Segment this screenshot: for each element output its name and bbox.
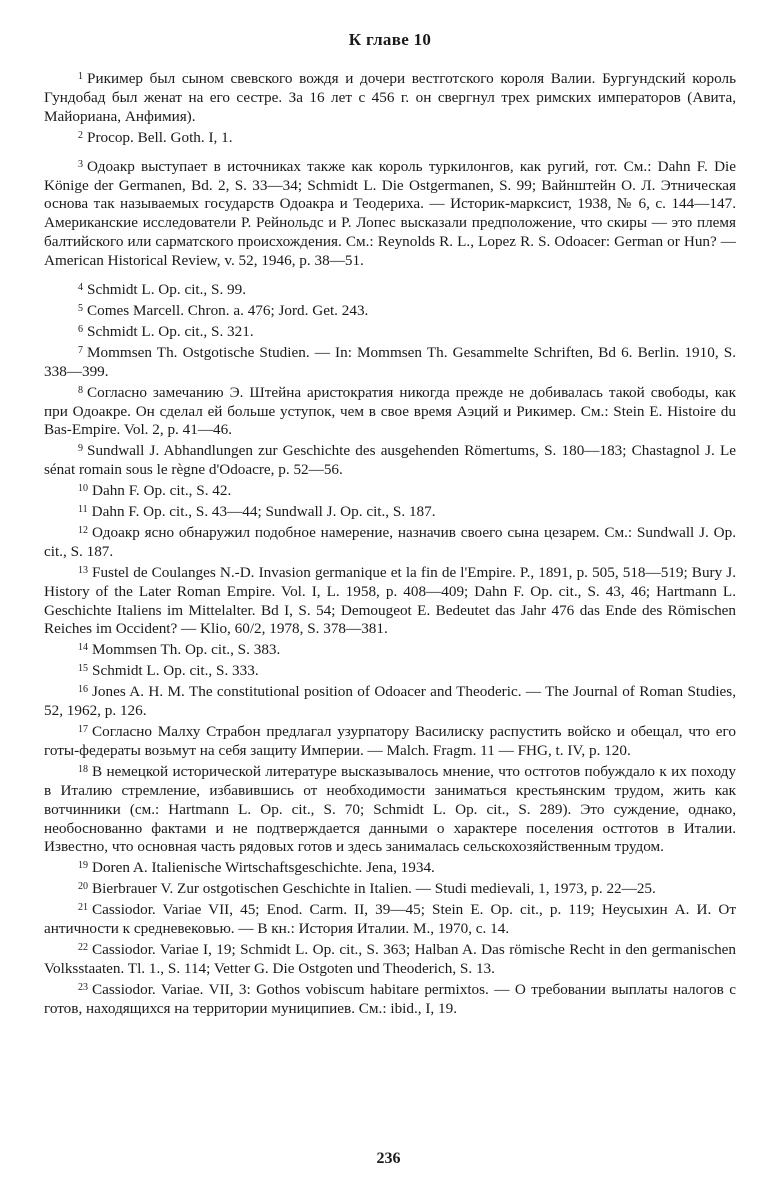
footnote — [44, 127, 736, 148]
footnote-text: Sundwall J. Abhandlungen zur Geschichte des ausgehenden Römertums, S. 180—183; Chastagnol J. Le sénat romain sous le règne d'Odoacre, p. 52—56. — [44, 442, 736, 479]
footnote — [44, 321, 736, 342]
footnote-number: 8 — [78, 384, 83, 396]
footnote-number: 18 — [78, 763, 88, 775]
footnote-text: Fustel de Coulanges N.-D. Invasion germanique et la fin de l'Empire. P., 1891, p. 505, 518—519; Bury J. History of the Later Roman Empire. Vol. I, L. 1958, p. 408—409; Dahn F. Op. cit., S. 43, 46; Hartmann L. Geschichte Italiens im Mittelalter. Bd I, S. 54; Demougeot E. Bedeutet das Jahr 476 das Ende des Römischen Reiches im Occident? — Klio, 60/2, 1978, S. 378—381. — [44, 563, 736, 638]
footnote-number: 11 — [78, 504, 88, 516]
footnote-number: 21 — [78, 902, 88, 914]
footnote — [44, 681, 736, 721]
footnote — [44, 342, 736, 382]
footnote — [44, 939, 736, 979]
footnote-number: 3 — [78, 158, 83, 170]
footnote — [44, 382, 736, 441]
footnote-text: Рикимер был сыном свевского вождя и дочери вестготского короля Валии. Бургундский король Гундобад был женат на его сестре. За 16 лет с 456 г. он свергнул трех римских императоров (Авита, Майориана, Анфимия). — [44, 70, 736, 125]
footnote-text: Cassiodor. Variae VII, 45; Enod. Carm. II, 39—45; Stein E. Op. cit., p. 119; Неусыхин А. И. От античности к средневековью. — В кн.: История Италии. М., 1970, с. 14. — [44, 901, 736, 938]
footnote — [44, 501, 736, 522]
footnote-number: 13 — [78, 564, 88, 576]
footnote-text: Согласно Малху Страбон предлагал узурпатору Василиску распустить войско и обещал, что его готы-федераты возьмут на себя защиту Империи. — Malch. Fragm. 11 — FHG, t. IV, p. 120. — [44, 723, 736, 759]
footnote — [44, 522, 736, 562]
footnote-number: 19 — [78, 860, 88, 872]
footnote-text: Doren A. Italienische Wirtschaftsgeschichte. Jena, 1934. — [92, 859, 435, 877]
footnote-number: 14 — [78, 642, 88, 654]
footnote-text: Dahn F. Op. cit., S. 42. — [92, 482, 232, 500]
footnote — [44, 639, 736, 660]
footnote-number: 9 — [78, 443, 83, 455]
footnote-number: 23 — [78, 981, 88, 993]
footnote-text: Dahn F. Op. cit., S. 43—44; Sundwall J. Op. cit., S. 187. — [91, 503, 436, 521]
footnote-number: 1 — [78, 71, 83, 82]
footnote — [44, 660, 736, 681]
footnote-text: Mommsen Th. Ostgotische Studien. — In: Mommsen Th. Gesammelte Schriften, Bd 6. Berlin. 1910, S. 338—399. — [44, 343, 736, 380]
footnote — [44, 300, 736, 321]
footnote-text: Procop. Bell. Goth. I, 1. — [87, 128, 233, 146]
footnote-text: Cassiodor. Variae I, 19; Schmidt L. Op. cit., S. 363; Halban A. Das römische Recht in den germanischen Volksstaaten. Tl. 1., S. 114; Vetter G. Die Ostgoten und Theoderich, S. 13. — [44, 940, 736, 977]
footnote-number: 5 — [78, 302, 83, 314]
footnote-text: Schmidt L. Op. cit., S. 333. — [92, 662, 259, 680]
footnote-number: 12 — [78, 524, 88, 536]
footnote — [44, 68, 736, 127]
footnote-text: Одоакр выступает в источниках также как король туркилонгов, как ругий, гот. См.: Dahn F. Die Könige der Germanen, Bd. 2, S. 33—34; Schmidt L. Die Ostgermanen, S. 99; Вайнштейн О. Л. Этническая основа так называемых государств Одоакра и Теодериха. — Историк-марксист, 1938, № 6, с. 144—147. Американские исследователи Р. Рейнольдс и Р. Лопес высказали предположение, что скиры — это племя балтийского или сарматского происхождения. См.: Reynolds R. L., Lopez R. S. Odoacer: German or Hun? — American Historical Review, v. 52, 1946, p. 38—51. — [44, 157, 736, 270]
footnote-number: 22 — [78, 941, 88, 953]
footnote — [44, 857, 736, 878]
footnote-number: 20 — [78, 881, 88, 893]
footnote — [44, 440, 736, 480]
footnote — [44, 761, 736, 858]
footnote — [44, 878, 736, 899]
footnote-text: Comes Marcell. Chron. a. 476; Jord. Get. 243. — [87, 301, 369, 319]
footnote-number: 16 — [78, 684, 88, 696]
footnote-text: Schmidt L. Op. cit., S. 99. — [87, 281, 247, 299]
footnote-text: Jones A. H. M. The constitutional position of Odoacer and Theoderic. — The Journal of Roman Studies, 52, 1962, p. 126. — [44, 683, 736, 720]
footnote-text: Одоакр ясно обнаружил подобное намерение, назначив своего сына цезарем. См.: Sundwall J. Op. cit., S. 187. — [44, 523, 736, 560]
footnote — [44, 979, 736, 1019]
footnote — [44, 480, 736, 501]
footnote-text: Schmidt L. Op. cit., S. 321. — [87, 322, 254, 340]
footnote — [44, 156, 736, 271]
footnote-number: 10 — [78, 483, 88, 495]
footnote — [44, 721, 736, 761]
footnote-number: 2 — [78, 129, 83, 141]
footnote-number: 4 — [78, 282, 83, 294]
footnote-number: 17 — [78, 724, 88, 735]
footnote-text: Cassiodor. Variae. VII, 3: Gothos vobiscum habitare permixtos. — О требовании выплаты налогов с готов, находящихся на территории муниципиев. См.: ibid., I, 19. — [44, 980, 736, 1017]
footnote — [44, 899, 736, 939]
footnote-text: Согласно замечанию Э. Штейна аристократия никогда прежде не добивалась такой свободы, как при Одоакре. Он сделал ей больше уступок, чем в свое время Аэций и Рикимер. См.: Stein E. Histoire du Bas-Empire. Vol. 2, p. 41—46. — [44, 383, 736, 439]
page-number: 236 — [376, 1150, 401, 1167]
footnotes-list — [44, 68, 736, 1019]
footnote-number: 15 — [78, 663, 88, 675]
footnote — [44, 279, 736, 300]
page-body — [44, 30, 736, 1019]
chapter-title: К главе 10 — [348, 30, 432, 49]
footnote-text: В немецкой исторической литературе высказывалось мнение, что остготов побуждало к их походу в Италию стремление, избавившись от необходимости заниматься крестьянским трудом, жить как вотчинники (см.: Hartmann L. Op. cit., S. 70; Schmidt L. Op. cit., S. 289). Это суждение, однако, необоснованно фактами и не подтверждается данными о характере поселения остготов в Италии. Известно, что основная часть рядовых готов и здесь занималась сельскохозяйственным трудом. — [44, 762, 736, 856]
footnote-number: 7 — [78, 344, 83, 356]
footnote-text: Mommsen Th. Op. cit., S. 383. — [92, 641, 281, 659]
footnote-number: 6 — [78, 323, 83, 335]
footnote — [44, 562, 736, 640]
footnote-text: Bierbrauer V. Zur ostgotischen Geschichte in Italien. — Studi medievali, 1, 1973, p. 22—25. — [92, 880, 656, 898]
